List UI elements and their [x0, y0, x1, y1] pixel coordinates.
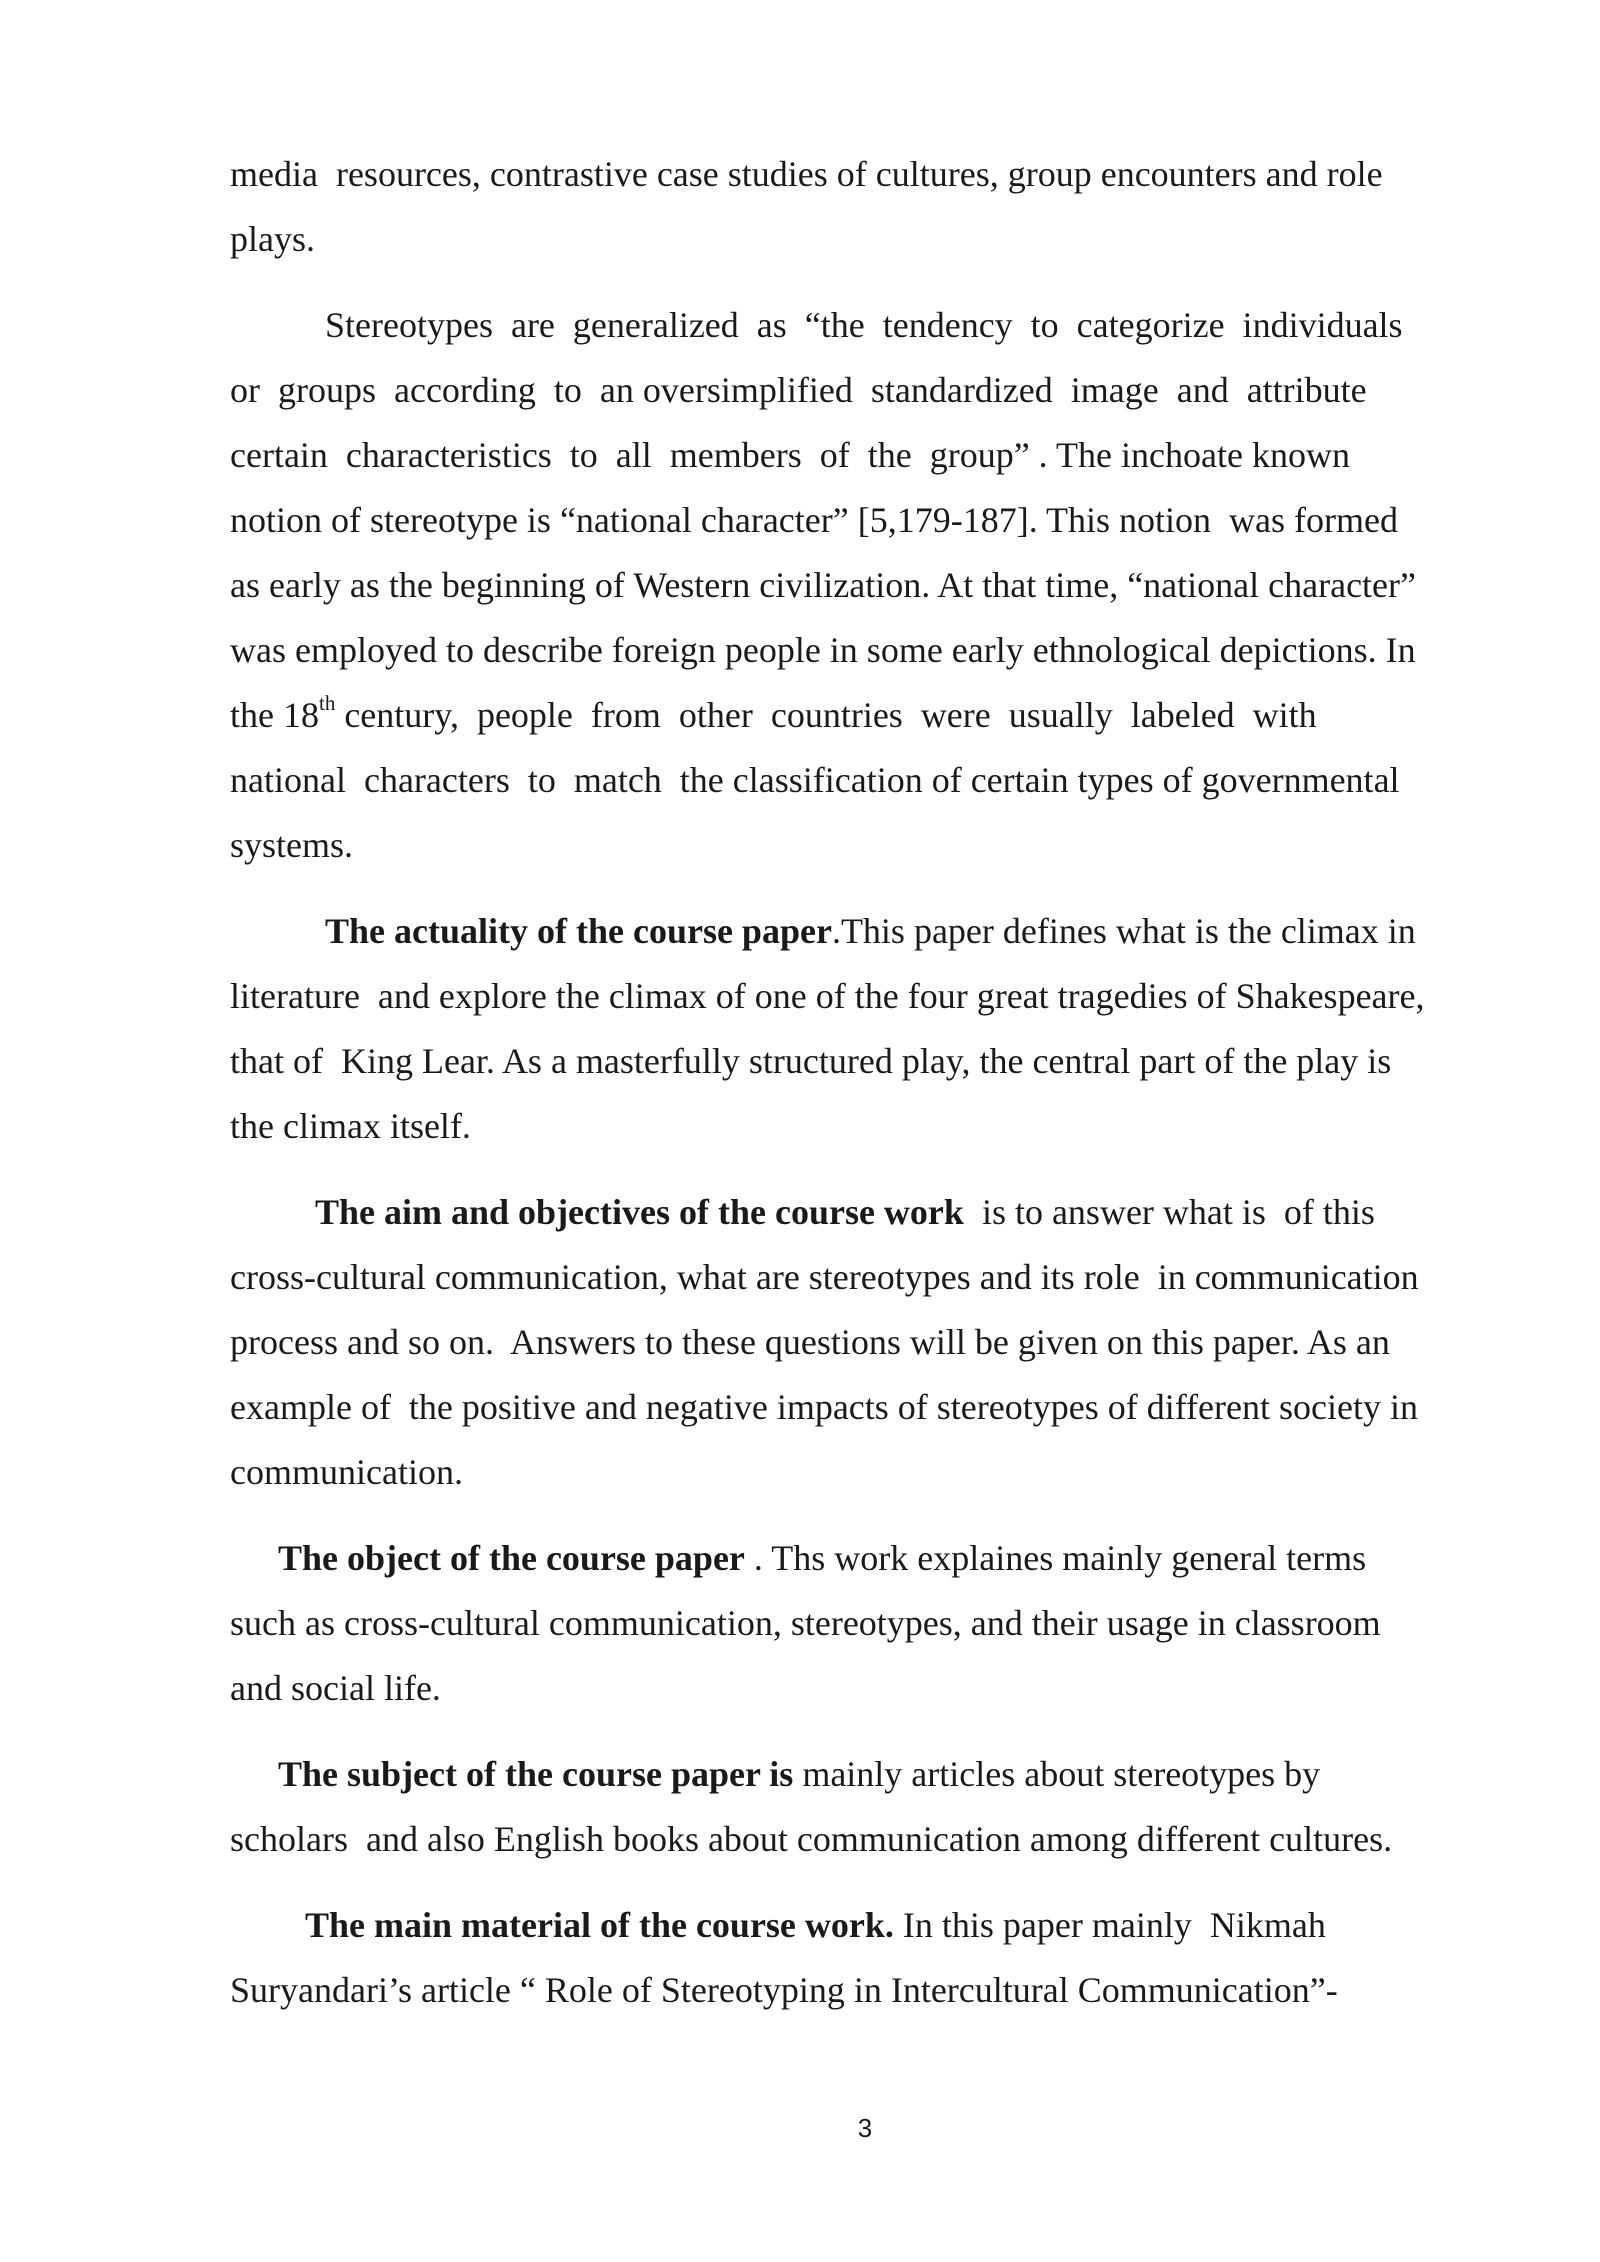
ordinal-suffix: th [318, 691, 336, 715]
actuality-line-2: literature and explore the climax of one of the four great tragedies of Shakespeare, [230, 976, 1425, 1016]
stereotypes-line-5: as early as the beginning of Western civilization. At that time, “national character” [230, 565, 1416, 605]
subject-heading: The subject of the course paper is [278, 1754, 794, 1794]
stereotypes-line-4: notion of stereotype is “national character” [5,179-187]. This notion was formed [230, 500, 1398, 540]
subject-line-2: scholars and also English books about communication among different cultures. [230, 1819, 1393, 1859]
aim-line-1 [315, 1190, 1375, 1234]
stereotypes-line-8: national characters to match the classification of certain types of governmental [230, 760, 1400, 800]
actuality-line-1-text: .This paper defines what is the climax in [831, 911, 1416, 951]
actuality-heading: The actuality of the course paper [325, 911, 832, 951]
object-heading: The object of the course paper [278, 1538, 745, 1578]
intro-line-1: media resources, contrastive case studies of cultures, group encounters and role [230, 154, 1383, 194]
actuality-line-1 [325, 909, 1416, 953]
material-line-2: Suryandari’s article “ Role of Stereotyping in Intercultural Communication”- [230, 1970, 1338, 2010]
aim-heading: The aim and objectives of the course work [315, 1192, 964, 1232]
stereotypes-line-9: systems. [230, 825, 354, 865]
actuality-line-4: the climax itself. [230, 1106, 471, 1146]
material-heading: The main material of the course work. [305, 1905, 894, 1945]
aim-line-4: example of the positive and negative impacts of stereotypes of different society in [230, 1387, 1418, 1427]
stereotypes-line-3: certain characteristics to all members of the group” . The inchoate known [230, 435, 1350, 475]
stereotypes-line-2: or groups according to an oversimplified standardized image and attribute [230, 370, 1367, 410]
aim-line-3: process and so on. Answers to these questions will be given on this paper. As an [230, 1322, 1390, 1362]
stereotypes-line-7 [230, 693, 1317, 737]
material-line-1-text: In this paper mainly Nikmah [893, 1905, 1326, 1945]
object-line-2: such as cross-cultural communication, stereotypes, and their usage in classroom [230, 1603, 1381, 1643]
aim-line-2: cross-cultural communication, what are stereotypes and its role in communication [230, 1257, 1419, 1297]
stereotypes-line-7-end: century, people from other countries were usually labeled with [335, 695, 1317, 735]
actuality-line-3: that of King Lear. As a masterfully structured play, the central part of the play is [230, 1041, 1392, 1081]
intro-line-2: plays. [230, 219, 315, 259]
page-number: 3 [857, 2113, 873, 2143]
object-line-3: and social life. [230, 1668, 441, 1708]
object-line-1 [278, 1536, 1366, 1580]
stereotypes-line-1: Stereotypes are generalized as “the tendency to categorize individuals [325, 305, 1403, 345]
subject-line-1-text: mainly articles about stereotypes by [793, 1754, 1321, 1794]
stereotypes-line-7-start: the 18 [230, 695, 319, 735]
stereotypes-line-6: was employed to describe foreign people in some early ethnological depictions. In [230, 630, 1416, 670]
subject-line-1 [278, 1752, 1320, 1796]
aim-line-5: communication. [230, 1452, 463, 1492]
aim-line-1-text: is to answer what is of this [963, 1192, 1375, 1232]
object-line-1-text: . Ths work explaines mainly general terms [744, 1538, 1367, 1578]
material-line-1 [305, 1903, 1326, 1947]
